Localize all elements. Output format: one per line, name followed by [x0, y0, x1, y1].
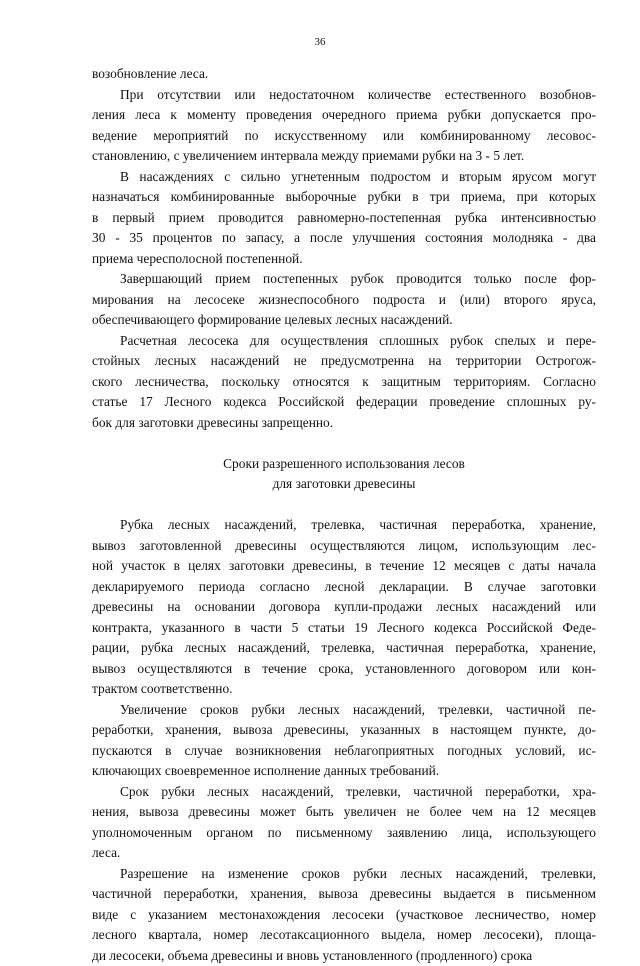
text-line: возобновление леса. — [92, 64, 596, 85]
text-line: пускаются в случае возникновения неблагоприятных погодных условий, ис- — [92, 741, 596, 762]
text-line: назначаться комбинированные выборочные рубки в три приема, при которых — [92, 187, 596, 208]
text-line: бок для заготовки древесины запрещенно. — [92, 413, 596, 434]
text-line: стойных лесных насаждений не предусмотренна на территории Острогож- — [92, 351, 596, 372]
text-line: Увеличение сроков рубки лесных насаждений, трелевки, частичной пе- — [92, 700, 596, 721]
paragraph — [92, 782, 596, 864]
text-line: ведение мероприятий по искусственному или комбинированному лесовос- — [92, 126, 596, 147]
text-line: становлению, с увеличением интервала между приемами рубки на 3 - 5 лет. — [92, 146, 596, 167]
text-line: Разрешение на изменение сроков рубки лесных насаждений, трелевки, — [92, 864, 596, 885]
text-line: уполномоченным органом по письменному заявлению лица, использующего — [92, 823, 596, 844]
text-line: ди лесосеки, объема древесины и вновь установленного (продленного) срока — [92, 946, 596, 966]
text-line: вывоз осуществляются в течение срока, установленного договором или кон- — [92, 659, 596, 680]
text-line: ления леса к моменту проведения очередного приема рубки допускается про- — [92, 105, 596, 126]
text-line: Рубка лесных насаждений, трелевка, частичная переработка, хранение, — [92, 515, 596, 536]
text-line: виде с указанием местонахождения лесосеки (участковое лесничество, номер — [92, 905, 596, 926]
paragraph — [92, 269, 596, 331]
paragraph — [92, 331, 596, 434]
text-line: контракта, указанного в части 5 статьи 19 Лесного кодекса Российской Феде- — [92, 618, 596, 639]
paragraph — [92, 167, 596, 270]
page-number: 36 — [0, 36, 640, 48]
text-line: В насаждениях с сильно угнетенным подростом и вторым ярусом могут — [92, 167, 596, 188]
paragraph — [92, 515, 596, 700]
text-line: Завершающий прием постепенных рубок проводится только после фор- — [92, 269, 596, 290]
text-line: 30 - 35 процентов по запасу, а после улучшения состояния молодняка - два — [92, 228, 596, 249]
paragraph — [92, 85, 596, 167]
text-line: мирования на лесосеке жизнеспособного подроста и (или) второго яруса, — [92, 290, 596, 311]
heading-line: Сроки разрешенного использования лесов — [92, 454, 596, 475]
text-line: леса. — [92, 843, 596, 864]
text-line: частичной переработки, хранения, вывоза древесины выдается в письменном — [92, 884, 596, 905]
text-line: декларируемого периода согласно лесной декларации. В случае заготовки — [92, 577, 596, 598]
text-line: статье 17 Лесного кодекса Российской федерации проведение сплошных ру- — [92, 392, 596, 413]
text-line: лесного квартала, номер лесотаксационного выдела, номер лесосеки), площа- — [92, 925, 596, 946]
paragraph — [92, 864, 596, 966]
text-line: реработки, хранения, вывоза древесины, указанных в настоящем пункте, до- — [92, 720, 596, 741]
text-line: приема чересполосной постепенной. — [92, 249, 596, 270]
text-line: обеспечивающего формирование целевых лесных насаждений. — [92, 310, 596, 331]
paragraph — [92, 700, 596, 782]
text-line: вывоз заготовленной древесины осуществляются лицом, использующим лес- — [92, 536, 596, 557]
section-heading — [92, 454, 596, 495]
text-line: древесины на основании договора купли-продажи лесных насаждений или — [92, 597, 596, 618]
document-body — [92, 64, 596, 966]
text-line: в первый прием проводится равномерно-постепенная рубка интенсивностью — [92, 208, 596, 229]
text-line: трактом соответственно. — [92, 679, 596, 700]
heading-line: для заготовки древесины — [92, 474, 596, 495]
text-line: нения, вывоза древесины может быть увеличен не более чем на 12 месяцев — [92, 802, 596, 823]
text-line: Расчетная лесосека для осуществления сплошных рубок спелых и пере- — [92, 331, 596, 352]
text-line: ского лесничества, поскольку относятся к защитным территориям. Согласно — [92, 372, 596, 393]
text-line: Срок рубки лесных насаждений, трелевки, частичной переработки, хра- — [92, 782, 596, 803]
text-line: ключающих своевременное исполнение данных требований. — [92, 761, 596, 782]
text-line: рации, рубка лесных насаждений, трелевка, частичная переработка, хранение, — [92, 638, 596, 659]
text-line: При отсутствии или недостаточном количестве естественного возобнов- — [92, 85, 596, 106]
paragraph — [92, 64, 596, 85]
text-line: ной участок в целях заготовки древесины, в течение 12 месяцев с даты начала — [92, 556, 596, 577]
